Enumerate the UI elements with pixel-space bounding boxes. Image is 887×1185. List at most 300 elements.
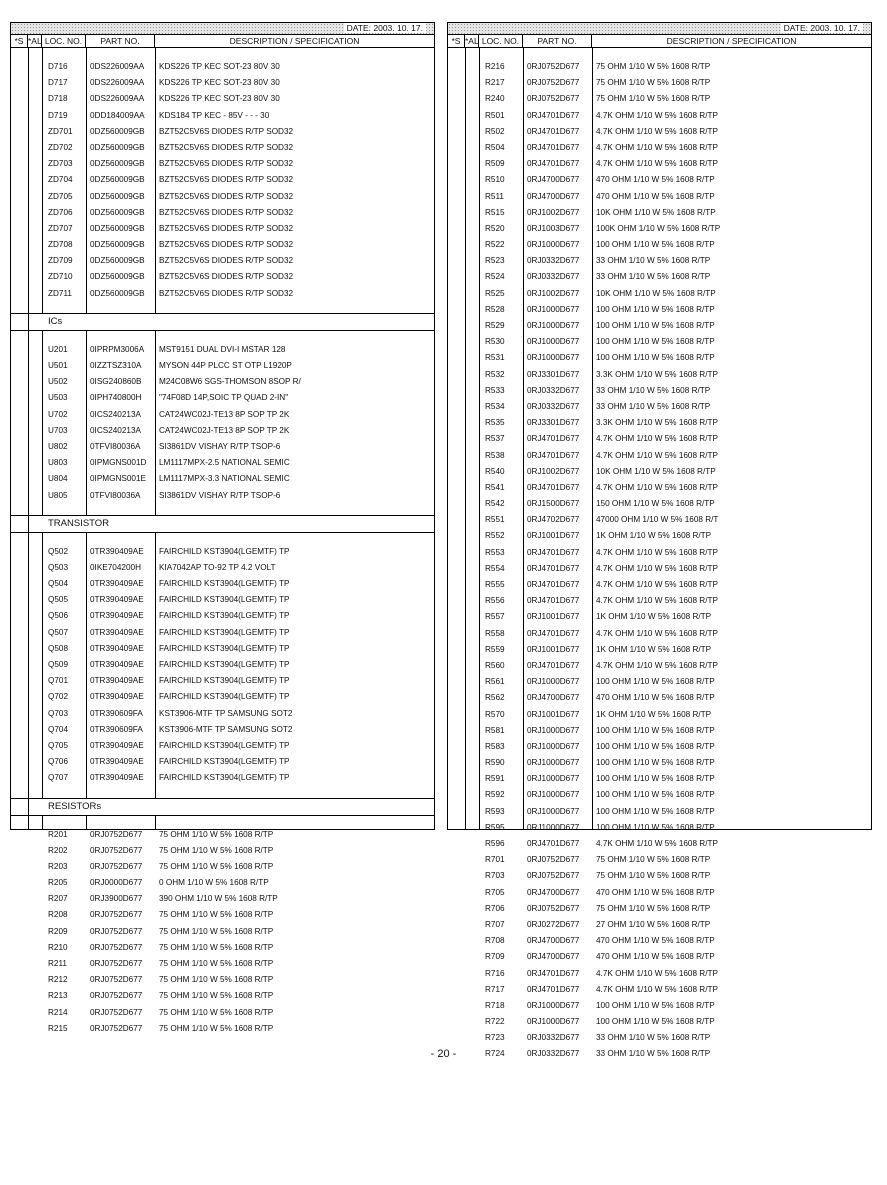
cell-al bbox=[28, 59, 42, 75]
description: BZT52C5V6S DIODES R/TP SOD32 bbox=[159, 272, 294, 282]
table-row bbox=[448, 383, 871, 399]
cell-al bbox=[465, 221, 479, 237]
cell-s bbox=[11, 875, 28, 891]
cell-s bbox=[448, 480, 465, 496]
cell-al bbox=[465, 642, 479, 658]
loc-no: U804 bbox=[48, 474, 68, 484]
loc-no: R525 bbox=[485, 288, 505, 298]
part-no: 0RJ0752D677 bbox=[90, 975, 143, 985]
spacer-row bbox=[448, 48, 871, 59]
table-row bbox=[448, 626, 871, 642]
description: 100 OHM 1/10 W 5% 1608 R/TP bbox=[596, 758, 715, 768]
description: 1K OHM 1/10 W 5% 1608 R/TP bbox=[596, 612, 712, 622]
cell-s bbox=[11, 827, 28, 843]
description: KDS226 TP KEC SOT-23 80V 30 bbox=[159, 78, 280, 88]
description: 100 OHM 1/10 W 5% 1608 R/TP bbox=[596, 240, 715, 250]
cell-al bbox=[465, 237, 479, 253]
table-row bbox=[448, 674, 871, 690]
table-row bbox=[11, 75, 434, 91]
part-no: 0RJ1000D677 bbox=[527, 758, 580, 768]
loc-no: R211 bbox=[48, 959, 67, 968]
description: KDS226 TP KEC SOT-23 80V 30 bbox=[159, 94, 280, 104]
cell-s bbox=[11, 59, 28, 75]
description: BZT52C5V6S DIODES R/TP SOD32 bbox=[159, 191, 294, 201]
table-row bbox=[11, 253, 434, 269]
cell-s bbox=[11, 689, 28, 705]
cell-s bbox=[11, 439, 28, 455]
loc-no: R718 bbox=[485, 1000, 505, 1010]
table-row bbox=[448, 91, 871, 107]
col-s: *S bbox=[11, 35, 28, 47]
cell-s bbox=[448, 172, 465, 188]
cell-s bbox=[11, 1021, 28, 1037]
loc-no: ZD706 bbox=[48, 207, 73, 217]
cell-s bbox=[11, 754, 28, 770]
description: SI3861DV VISHAY R/TP TSOP-6 bbox=[159, 441, 281, 451]
left-parts-table bbox=[10, 22, 435, 1033]
description: 75 OHM 1/10 W 5% 1608 R/TP bbox=[159, 975, 274, 985]
part-no: 0DZ560009GB bbox=[90, 272, 145, 282]
loc-no: R501 bbox=[485, 110, 505, 120]
table-row bbox=[448, 755, 871, 771]
cell-al bbox=[465, 172, 479, 188]
cell-s bbox=[448, 528, 465, 544]
part-no: 0RJ0332D677 bbox=[527, 1033, 580, 1043]
part-no: 0RJ1002D677 bbox=[527, 466, 580, 476]
cell-s bbox=[11, 358, 28, 374]
cell-s bbox=[448, 334, 465, 350]
cell-al bbox=[28, 770, 42, 786]
cell-s bbox=[448, 318, 465, 334]
description: M24C08W6 SGS-THOMSON 8SOP R/ bbox=[159, 377, 301, 387]
part-no: 0DZ560009GB bbox=[90, 142, 145, 152]
cell-s bbox=[11, 592, 28, 608]
part-no: 0RJ0332D677 bbox=[527, 385, 580, 395]
description: BZT52C5V6S DIODES R/TP SOD32 bbox=[159, 256, 294, 266]
cell-al bbox=[28, 423, 42, 439]
spacer-row bbox=[11, 787, 434, 798]
loc-no: R510 bbox=[485, 175, 505, 185]
cell-s bbox=[448, 609, 465, 625]
table-row bbox=[448, 431, 871, 447]
cell-al bbox=[465, 189, 479, 205]
description: 1K OHM 1/10 W 5% 1608 R/TP bbox=[596, 531, 712, 541]
cell-al bbox=[28, 172, 42, 188]
cell-s bbox=[448, 885, 465, 901]
cell-al bbox=[465, 998, 479, 1014]
col-part-no: PART NO. bbox=[86, 35, 155, 47]
loc-no: ZD708 bbox=[48, 240, 73, 250]
loc-no: R210 bbox=[48, 942, 68, 952]
cell-al bbox=[465, 674, 479, 690]
table-row bbox=[448, 205, 871, 221]
description: CAT24WC02J-TE13 8P SOP TP 2K bbox=[159, 425, 290, 435]
loc-no: Q701 bbox=[48, 676, 69, 686]
loc-no: R534 bbox=[485, 401, 505, 411]
description: 100 OHM 1/10 W 5% 1608 R/TP bbox=[596, 353, 715, 363]
description: 100 OHM 1/10 W 5% 1608 R/TP bbox=[596, 774, 715, 784]
cell-al bbox=[465, 448, 479, 464]
description: 75 OHM 1/10 W 5% 1608 R/TP bbox=[159, 910, 274, 920]
cell-al bbox=[465, 966, 479, 982]
cell-s bbox=[448, 1014, 465, 1030]
loc-no: Q503 bbox=[48, 562, 69, 572]
cell-s bbox=[448, 253, 465, 269]
table-row bbox=[11, 156, 434, 172]
table-row bbox=[11, 108, 434, 124]
cell-al bbox=[465, 609, 479, 625]
part-no: 0TR390409AE bbox=[90, 773, 144, 783]
loc-no: Q505 bbox=[48, 595, 69, 605]
cell-s bbox=[448, 205, 465, 221]
table-row bbox=[448, 237, 871, 253]
table-row bbox=[11, 843, 434, 859]
cell-s bbox=[448, 998, 465, 1014]
cell-s bbox=[11, 738, 28, 754]
cell-s bbox=[448, 221, 465, 237]
loc-no: R703 bbox=[485, 871, 505, 881]
cell-al bbox=[28, 358, 42, 374]
loc-no: R216 bbox=[485, 62, 505, 71]
cell-s bbox=[11, 673, 28, 689]
table-row bbox=[11, 286, 434, 302]
table-row bbox=[11, 269, 434, 285]
table-row bbox=[448, 820, 871, 836]
table-row bbox=[11, 221, 434, 237]
part-no: 0ICS240213A bbox=[90, 409, 141, 419]
description: 27 OHM 1/10 W 5% 1608 R/TP bbox=[596, 919, 711, 929]
cell-al bbox=[28, 91, 42, 107]
left-rows bbox=[11, 48, 434, 1037]
description: BZT52C5V6S DIODES R/TP SOD32 bbox=[159, 240, 294, 250]
cell-al bbox=[28, 592, 42, 608]
cell-s bbox=[448, 431, 465, 447]
description: 75 OHM 1/10 W 5% 1608 R/TP bbox=[596, 94, 711, 104]
loc-no: Q703 bbox=[48, 708, 69, 718]
cell-s bbox=[448, 739, 465, 755]
date-header bbox=[11, 23, 434, 35]
loc-no: R502 bbox=[485, 126, 505, 136]
part-no: 0RJ1000D677 bbox=[527, 240, 580, 250]
loc-no: Q705 bbox=[48, 740, 69, 750]
table-row bbox=[448, 334, 871, 350]
loc-no: R583 bbox=[485, 741, 505, 751]
table-row bbox=[448, 464, 871, 480]
table-row bbox=[448, 804, 871, 820]
description: 33 OHM 1/10 W 5% 1608 R/TP bbox=[596, 385, 711, 395]
loc-no: R538 bbox=[485, 450, 505, 460]
table-row bbox=[448, 1014, 871, 1030]
table-row bbox=[11, 754, 434, 770]
part-no: 0RJ0752D677 bbox=[527, 62, 580, 71]
description: 75 OHM 1/10 W 5% 1608 R/TP bbox=[159, 959, 274, 968]
part-no: 0RJ4701D677 bbox=[527, 563, 580, 573]
description: 33 OHM 1/10 W 5% 1608 R/TP bbox=[596, 401, 711, 411]
loc-no: R595 bbox=[485, 822, 505, 832]
description: FAIRCHILD KST3904(LGEMTF) TP bbox=[159, 546, 290, 556]
description: 4.7K OHM 1/10 W 5% 1608 R/TP bbox=[596, 547, 718, 557]
loc-no: ZD709 bbox=[48, 256, 73, 266]
part-no: 0RJ4701D677 bbox=[527, 580, 580, 589]
cell-s bbox=[448, 302, 465, 318]
table-row bbox=[448, 140, 871, 156]
loc-no: R209 bbox=[48, 926, 68, 936]
part-no: 0RJ3301D677 bbox=[527, 369, 580, 379]
cell-al bbox=[465, 804, 479, 820]
loc-no: U805 bbox=[48, 490, 68, 500]
table-row bbox=[448, 949, 871, 965]
part-no: 0RJ1500D677 bbox=[527, 499, 580, 509]
cell-al bbox=[28, 657, 42, 673]
part-no: 0TR390409AE bbox=[90, 692, 144, 702]
table-row bbox=[11, 237, 434, 253]
description: BZT52C5V6S DIODES R/TP SOD32 bbox=[159, 207, 294, 217]
table-row bbox=[448, 108, 871, 124]
table-row bbox=[11, 592, 434, 608]
loc-no: U201 bbox=[48, 344, 68, 354]
part-no: 0RJ4701D677 bbox=[527, 660, 580, 670]
table-row bbox=[11, 544, 434, 560]
col-part-no: PART NO. bbox=[523, 35, 592, 47]
table-row bbox=[448, 269, 871, 285]
table-row bbox=[11, 374, 434, 390]
cell-s bbox=[11, 286, 28, 302]
cell-al bbox=[28, 1005, 42, 1021]
part-no: 0RJ1000D677 bbox=[527, 806, 580, 816]
part-no: 0RJ4701D677 bbox=[527, 110, 580, 120]
part-no: 0RJ0752D677 bbox=[90, 861, 143, 871]
table-row bbox=[448, 836, 871, 852]
loc-no: Q509 bbox=[48, 660, 69, 669]
table-row bbox=[11, 342, 434, 358]
table-row bbox=[11, 673, 434, 689]
loc-no: R202 bbox=[48, 845, 68, 855]
cell-al bbox=[28, 754, 42, 770]
description: BZT52C5V6S DIODES R/TP SOD32 bbox=[159, 175, 294, 185]
description: 4.7K OHM 1/10 W 5% 1608 R/TP bbox=[596, 482, 718, 492]
cell-al bbox=[28, 205, 42, 221]
cell-al bbox=[28, 956, 42, 972]
spacer-row bbox=[11, 816, 434, 827]
left-table-body bbox=[11, 48, 434, 1033]
cell-al bbox=[465, 577, 479, 593]
cell-al bbox=[465, 852, 479, 868]
col-s: *S bbox=[448, 35, 465, 47]
cell-s bbox=[11, 342, 28, 358]
description: 33 OHM 1/10 W 5% 1608 R/TP bbox=[596, 256, 711, 266]
cell-al bbox=[28, 706, 42, 722]
part-no: 0RJ1001D677 bbox=[527, 709, 580, 719]
cell-s bbox=[448, 237, 465, 253]
loc-no: R596 bbox=[485, 839, 505, 848]
cell-s bbox=[11, 770, 28, 786]
loc-no: R592 bbox=[485, 790, 505, 800]
cell-s bbox=[448, 448, 465, 464]
cell-al bbox=[28, 576, 42, 592]
description: 75 OHM 1/10 W 5% 1608 R/TP bbox=[159, 942, 274, 952]
description: 10K OHM 1/10 W 5% 1608 R/TP bbox=[596, 466, 716, 476]
loc-no: ZD701 bbox=[48, 126, 73, 136]
description: 100 OHM 1/10 W 5% 1608 R/TP bbox=[596, 1000, 715, 1010]
cell-s bbox=[448, 901, 465, 917]
cell-s bbox=[448, 545, 465, 561]
description: 47000 OHM 1/10 W 5% 1608 R/T bbox=[596, 515, 719, 525]
col-description: DESCRIPTION / SPECIFICATION bbox=[229, 36, 360, 46]
part-no: 0RJ0752D677 bbox=[527, 855, 580, 865]
cell-al bbox=[28, 286, 42, 302]
loc-no: U503 bbox=[48, 393, 68, 403]
cell-al bbox=[465, 690, 479, 706]
description: 100 OHM 1/10 W 5% 1608 R/TP bbox=[596, 337, 715, 347]
cell-al bbox=[465, 836, 479, 852]
cell-al bbox=[465, 205, 479, 221]
spacer-row bbox=[11, 302, 434, 313]
table-row bbox=[448, 690, 871, 706]
table-row bbox=[448, 723, 871, 739]
loc-no: R504 bbox=[485, 142, 505, 152]
column-header bbox=[448, 35, 871, 48]
loc-no: R570 bbox=[485, 709, 505, 719]
cell-s bbox=[448, 674, 465, 690]
cell-s bbox=[11, 237, 28, 253]
cell-al bbox=[465, 707, 479, 723]
cell-al bbox=[28, 156, 42, 172]
loc-no: R705 bbox=[485, 887, 505, 897]
cell-al bbox=[465, 820, 479, 836]
cell-al bbox=[465, 496, 479, 512]
loc-no: R701 bbox=[485, 855, 505, 865]
loc-no: R590 bbox=[485, 758, 505, 768]
description: KDS226 TP KEC SOT-23 80V 30 bbox=[159, 62, 280, 71]
cell-s bbox=[11, 189, 28, 205]
section-title: TRANSISTOR bbox=[48, 517, 110, 529]
description: FAIRCHILD KST3904(LGEMTF) TP bbox=[159, 692, 290, 702]
part-no: 0RJ0752D677 bbox=[90, 959, 143, 968]
part-no: 0DZ560009GB bbox=[90, 256, 145, 266]
loc-no: R558 bbox=[485, 628, 505, 638]
loc-no: D718 bbox=[48, 94, 68, 104]
description: FAIRCHILD KST3904(LGEMTF) TP bbox=[159, 740, 290, 750]
cell-al bbox=[28, 641, 42, 657]
loc-no: R524 bbox=[485, 272, 505, 282]
right-rows bbox=[448, 48, 871, 1063]
loc-no: ZD711 bbox=[48, 288, 72, 298]
description: 75 OHM 1/10 W 5% 1608 R/TP bbox=[159, 861, 274, 871]
description: BZT52C5V6S DIODES R/TP SOD32 bbox=[159, 126, 294, 136]
table-row bbox=[11, 189, 434, 205]
date-label: DATE: 2003. 10. 17. bbox=[781, 23, 863, 33]
description: 3.3K OHM 1/10 W 5% 1608 R/TP bbox=[596, 418, 718, 428]
loc-no: U703 bbox=[48, 425, 68, 435]
cell-s bbox=[448, 852, 465, 868]
part-no: 0TFVI80036A bbox=[90, 490, 141, 500]
part-no: 0ICS240213A bbox=[90, 425, 141, 435]
part-no: 0RJ0272D677 bbox=[527, 919, 580, 929]
part-no: 0IZZTSZ310A bbox=[90, 361, 142, 370]
loc-no: Q706 bbox=[48, 757, 69, 767]
loc-no: R208 bbox=[48, 910, 68, 920]
description: 75 OHM 1/10 W 5% 1608 R/TP bbox=[159, 1007, 274, 1017]
cell-al bbox=[28, 390, 42, 406]
cell-s bbox=[448, 1030, 465, 1046]
table-row bbox=[448, 1030, 871, 1046]
table-row bbox=[448, 172, 871, 188]
cell-al bbox=[465, 626, 479, 642]
part-no: 0RJ1000D677 bbox=[527, 304, 580, 314]
table-row bbox=[11, 907, 434, 923]
part-no: 0RJ4700D677 bbox=[527, 191, 580, 201]
cell-al bbox=[465, 350, 479, 366]
cell-al bbox=[28, 108, 42, 124]
cell-al bbox=[465, 512, 479, 528]
part-no: 0RJ0332D677 bbox=[527, 256, 580, 266]
cell-s bbox=[11, 657, 28, 673]
part-no: 0RJ4701D677 bbox=[527, 450, 580, 460]
loc-no: R531 bbox=[485, 353, 505, 363]
description: FAIRCHILD KST3904(LGEMTF) TP bbox=[159, 579, 290, 589]
table-row bbox=[448, 496, 871, 512]
part-no: 0RJ4701D677 bbox=[527, 159, 580, 169]
cell-s bbox=[448, 755, 465, 771]
table-row bbox=[11, 625, 434, 641]
loc-no: U802 bbox=[48, 441, 68, 451]
table-row bbox=[11, 706, 434, 722]
loc-no: R240 bbox=[485, 94, 505, 104]
part-no: 0RJ0752D677 bbox=[90, 991, 143, 1001]
part-no: 0RJ1001D677 bbox=[527, 644, 580, 654]
spacer-row bbox=[11, 331, 434, 342]
loc-no: R706 bbox=[485, 903, 505, 913]
cell-s bbox=[11, 455, 28, 471]
cell-s bbox=[11, 859, 28, 875]
part-no: 0DZ560009GB bbox=[90, 207, 145, 217]
cell-s bbox=[448, 707, 465, 723]
cell-al bbox=[465, 1014, 479, 1030]
description: 4.7K OHM 1/10 W 5% 1608 R/TP bbox=[596, 660, 718, 670]
cell-al bbox=[28, 1021, 42, 1037]
part-no: 0RJ0332D677 bbox=[527, 1049, 580, 1059]
description: 33 OHM 1/10 W 5% 1608 R/TP bbox=[596, 1049, 711, 1059]
cell-al bbox=[28, 488, 42, 504]
cell-s bbox=[448, 189, 465, 205]
cell-s bbox=[11, 488, 28, 504]
loc-no: U803 bbox=[48, 458, 68, 468]
description: 100 OHM 1/10 W 5% 1608 R/TP bbox=[596, 822, 715, 832]
spacer-row bbox=[11, 533, 434, 544]
cell-s bbox=[11, 641, 28, 657]
table-row bbox=[448, 966, 871, 982]
table-row bbox=[11, 471, 434, 487]
loc-no: R535 bbox=[485, 418, 505, 428]
cell-s bbox=[448, 367, 465, 383]
cell-s bbox=[448, 91, 465, 107]
table-row bbox=[448, 998, 871, 1014]
part-no: 0RJ4701D677 bbox=[527, 482, 580, 492]
part-no: 0RJ0752D677 bbox=[90, 926, 143, 936]
table-row bbox=[11, 407, 434, 423]
part-no: 0RJ1000D677 bbox=[527, 337, 580, 347]
cell-s bbox=[11, 924, 28, 940]
cell-s bbox=[448, 917, 465, 933]
section-header bbox=[11, 515, 434, 533]
table-row bbox=[448, 593, 871, 609]
table-row bbox=[448, 901, 871, 917]
table-row bbox=[448, 302, 871, 318]
cell-al bbox=[28, 988, 42, 1004]
description: FAIRCHILD KST3904(LGEMTF) TP bbox=[159, 643, 290, 653]
part-no: 0RJ1000D677 bbox=[527, 1017, 580, 1027]
cell-s bbox=[11, 172, 28, 188]
